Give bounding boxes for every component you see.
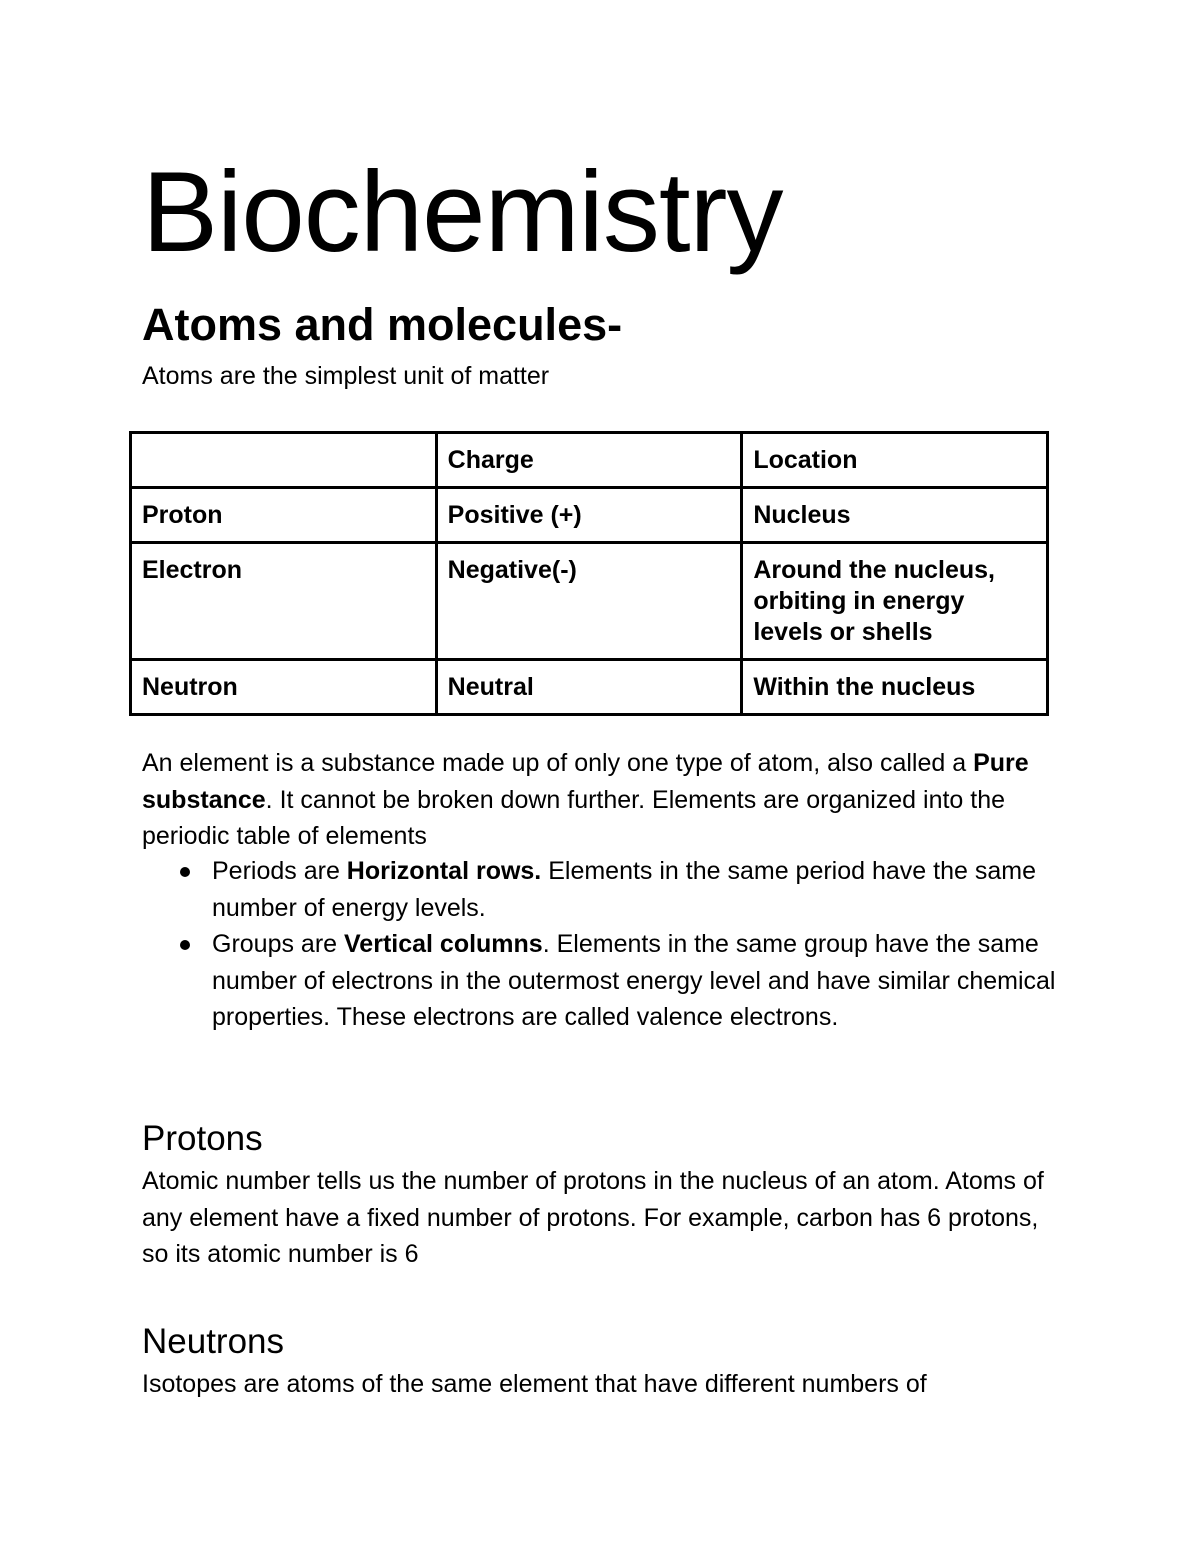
- table-header-cell: Location: [742, 433, 1048, 488]
- protons-paragraph: Atomic number tells us the number of protons in the nucleus of an atom. Atoms of any element have a fixed number of protons. For example, carbon has 6 protons, so its atomic number is 6: [142, 1167, 1044, 1268]
- element-text-bold: Pure substance: [142, 749, 1029, 814]
- table-header-row: [131, 433, 1048, 488]
- particle-table: [129, 431, 1049, 716]
- neutrons-paragraph: Isotopes are atoms of the same element that have different numbers of: [142, 1370, 927, 1398]
- list-item: [142, 853, 1062, 926]
- table-cell: Around the nucleus, orbiting in energy levels or shells: [742, 543, 1048, 660]
- table-cell: Within the nucleus: [742, 660, 1048, 715]
- document-title: Biochemistry: [142, 149, 783, 276]
- list-item: [142, 926, 1062, 1036]
- bullet-text-post: Elements in the same period have the same number of energy levels.: [212, 857, 1036, 922]
- table-cell: Negative(-): [436, 543, 742, 660]
- periodic-table-bullets: [142, 853, 1062, 1036]
- table-cell: Neutral: [436, 660, 742, 715]
- bullet-text-pre: Groups are: [212, 930, 345, 958]
- protons-heading: Protons: [142, 1119, 263, 1158]
- neutrons-heading: Neutrons: [142, 1322, 285, 1361]
- table-header-cell: [131, 433, 437, 488]
- table-cell: Nucleus: [742, 488, 1048, 543]
- atoms-heading: Atoms and molecules-: [142, 299, 623, 350]
- atoms-intro: Atoms are the simplest unit of matter: [142, 362, 550, 390]
- table-row: [131, 660, 1048, 715]
- table-header-cell: Charge: [436, 433, 742, 488]
- element-text-part1: An element is a substance made up of only one type of atom, also called a: [142, 749, 974, 777]
- bullet-text-bold: Vertical columns: [344, 930, 543, 958]
- bullet-dot-icon: [180, 940, 190, 950]
- bullet-text-post: . Elements in the same group have the same number of electrons in the outermost energy level and have similar chemical properties. These electrons are called valence electrons.: [212, 930, 1056, 1031]
- bullet-text-pre: Periods are: [212, 857, 347, 885]
- table-cell: Electron: [131, 543, 437, 660]
- table-cell: Positive (+): [436, 488, 742, 543]
- table-row: [131, 543, 1048, 660]
- table-cell: Proton: [131, 488, 437, 543]
- table-row: [131, 488, 1048, 543]
- bullet-dot-icon: [180, 867, 190, 877]
- table-cell: Neutron: [131, 660, 437, 715]
- element-text-part2: . It cannot be broken down further. Elements are organized into the periodic table of elements: [142, 785, 1006, 850]
- element-paragraph: [142, 745, 1062, 855]
- bullet-text-bold: Horizontal rows.: [346, 857, 542, 885]
